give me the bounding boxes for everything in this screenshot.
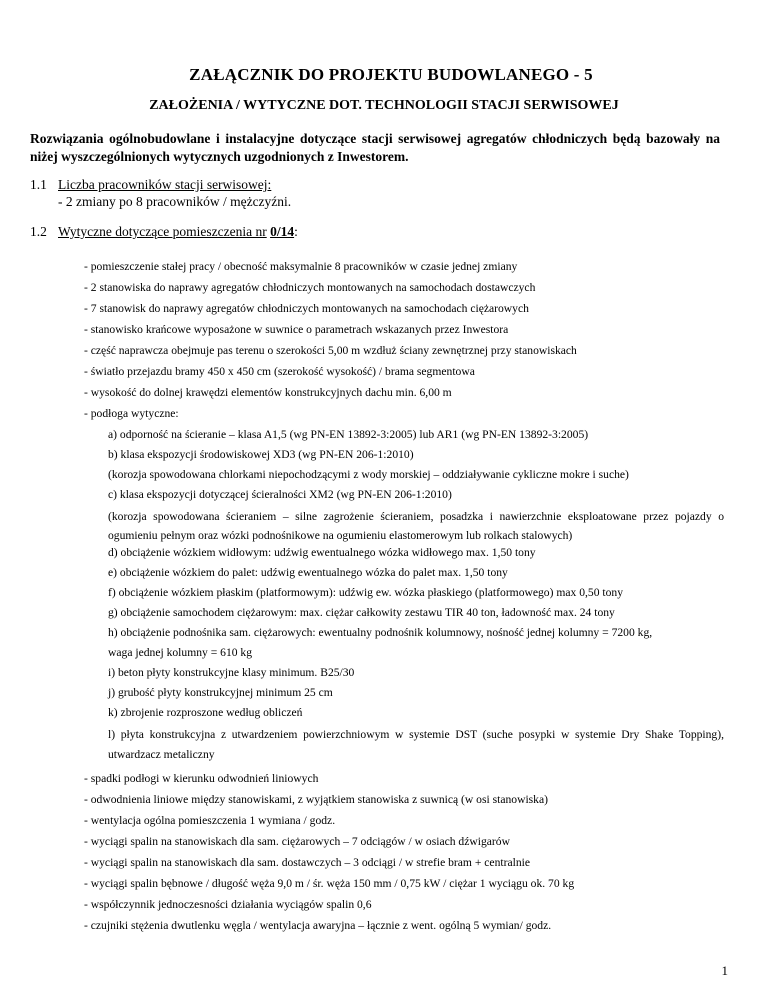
intro-paragraph: Rozwiązania ogólnobudowlane i instalacyjne dotyczące stacji serwisowej agregatów chłodniczych będą bazowały na niżej wyszczególnionych wytycznych uzgodnionych z Inwestorem. (30, 131, 720, 164)
list-item: - stanowisko krańcowe wyposażone w suwnice o parametrach wskazanych przez Inwestora (84, 323, 509, 336)
list-item: - część naprawcza obejmuje pas terenu o szerokości 5,00 m wzdłuż ściany zewnętrznej przy stanowiskach (84, 344, 577, 357)
floor-item-l: l) płyta konstrukcyjna z utwardzeniem powierzchniowym w systemie DST (suche posypki w systemie Dry Shake Topping), utwardzacz metaliczny (108, 728, 724, 761)
list-item: - czujniki stężenia dwutlenku węgla / wentylacja awaryjna – łącznie z went. ogólną 5 wymian/ godz. (84, 919, 552, 932)
list-item: - 7 stanowisk do naprawy agregatów chłodniczych montowanych na samochodach ciężarowych (84, 302, 529, 315)
floor-item-d: d) obciążenie wózkiem widłowym: udźwig ewentualnego wózka widłowego max. 1,50 tony (108, 546, 536, 559)
document-title: ZAŁĄCZNIK DO PROJEKTU BUDOWLANEGO - 5 (189, 65, 593, 84)
section-number: 1.2 (30, 224, 47, 239)
section-1-1 (30, 176, 291, 210)
floor-item-a: a) odporność na ścieranie – klasa A1,5 (wg PN-EN 13892-3:2005) lub AR1 (wg PN-EN 13892-3:2005) (108, 428, 589, 441)
section-detail: - 2 zmiany po 8 pracowników / mężczyźni. (58, 194, 292, 209)
room-number: 0/14 (270, 224, 295, 239)
floor-item-h: h) obciążenie podnośnika sam. ciężarowych: ewentualny podnośnik kolumnowy, nośność jednej kolumny = 7200 kg, (108, 626, 653, 639)
floor-item-b-note: (korozja spowodowana chlorkami niepochodzącymi z wody morskiej – oddziaływanie cykliczne mokre i suche) (108, 468, 629, 481)
heading-colon: : (294, 224, 298, 239)
floor-item-e: e) obciążenie wózkiem do palet: udźwig ewentualnego wózka do palet max. 1,50 tony (108, 566, 508, 579)
floor-item-c-note: (korozja spowodowana ścieraniem – silne zagrożenie ścieraniem, posadzka i nawierzchnie eksploatowane przez pojazdy o ogumieniu pełnym oraz wózki podnośnikowe na ogumieniu elastomerowym lub rolkach stalowych) (108, 510, 724, 542)
list-item: - wyciągi spalin na stanowiskach dla sam. ciężarowych – 7 odciągów / w osiach dźwigarów (84, 835, 510, 848)
list-item: - światło przejazdu bramy 450 x 450 cm (szerokość wysokość) / brama segmentowa (84, 365, 475, 378)
floor-item-g: g) obciążenie samochodem ciężarowym: max. ciężar całkowity zestawu TIR 40 ton, ładowność max. 24 tony (108, 606, 615, 619)
floor-item-h-note: waga jednej kolumny = 610 kg (108, 646, 253, 659)
floor-item-k: k) zbrojenie rozproszone według obliczeń (108, 706, 303, 719)
list-item: - wyciągi spalin bębnowe / długość węża 9,0 m / śr. węża 150 mm / 0,75 kW / ciężar 1 wyciągu ok. 70 kg (84, 877, 575, 890)
floor-item-c: c) klasa ekspozycji dotyczącej ścieralności XM2 (wg PN-EN 206-1:2010) (108, 488, 452, 501)
section-heading: Liczba pracowników stacji serwisowej: (58, 177, 272, 192)
guidelines-list (84, 259, 724, 939)
floor-item-b: b) klasa ekspozycji środowiskowej XD3 (wg PN-EN 206-1:2010) (108, 448, 414, 461)
list-item: - odwodnienia liniowe między stanowiskami, z wyjątkiem stanowiska z suwnicą (w osi stanowiska) (84, 793, 548, 806)
list-item: - współczynnik jednoczesności działania wyciągów spalin 0,6 (84, 898, 372, 911)
page-number: 1 (721, 963, 728, 978)
section-number: 1.1 (30, 177, 47, 192)
document-subtitle: ZAŁOŻENIA / WYTYCZNE DOT. TECHNOLOGII STACJI SERWISOWEJ (149, 98, 619, 113)
list-item: - pomieszczenie stałej pracy / obecność maksymalnie 8 pracowników w czasie jednej zmiany (84, 260, 518, 273)
list-item: - podłoga wytyczne: (84, 407, 179, 420)
floor-item-j: j) grubość płyty konstrukcyjnej minimum 25 cm (108, 686, 333, 699)
section-1-2 (30, 223, 298, 240)
list-item: - wyciągi spalin na stanowiskach dla sam. dostawczych – 3 odciągi / w strefie bram + centralnie (84, 856, 530, 869)
floor-item-i: i) beton płyty konstrukcyjne klasy minimum. B25/30 (108, 666, 355, 679)
list-item: - wentylacja ogólna pomieszczenia 1 wymiana / godz. (84, 814, 336, 827)
section-heading: Wytyczne dotyczące pomieszczenia nr (58, 224, 267, 239)
list-item: - 2 stanowiska do naprawy agregatów chłodniczych montowanych na samochodach dostawczych (84, 281, 536, 294)
list-item: - wysokość do dolnej krawędzi elementów konstrukcyjnych dachu min. 6,00 m (84, 386, 452, 399)
floor-item-f: f) obciążenie wózkiem płaskim (platformowym): udźwig ew. wózka płaskiego (platformowego) max 0,50 tony (108, 586, 624, 599)
list-item: - spadki podłogi w kierunku odwodnień liniowych (84, 772, 319, 785)
